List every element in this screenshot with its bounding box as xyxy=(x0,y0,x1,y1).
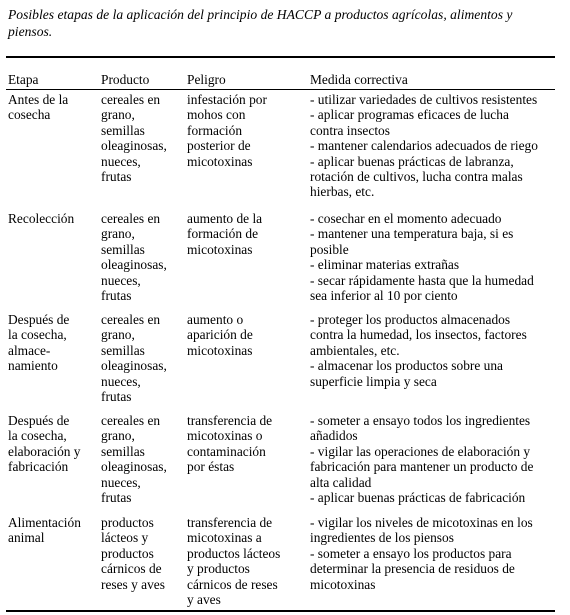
cell-line: sea inferior al 10 por ciento xyxy=(310,288,458,304)
cell-line: - mantener calendarios adecuados de riego xyxy=(310,138,538,154)
cell-line: frutas xyxy=(101,169,132,185)
cell-line: nueces, xyxy=(101,272,141,288)
cell-line: cereales en xyxy=(101,92,161,107)
cell-line: determinar la presencia de residuos de xyxy=(310,561,515,577)
cell-line: micotoxinas xyxy=(187,153,253,169)
cell-line: hierbas, etc. xyxy=(310,184,375,200)
cell-line: por éstas xyxy=(187,459,235,475)
cell-line: productos lácteos xyxy=(187,545,281,561)
cell-line: - mantener una temperatura baja, si es xyxy=(310,226,514,242)
cell-line: fabricación para mantener un producto de xyxy=(310,459,534,475)
cell-line: micotoxinas o xyxy=(187,428,263,444)
cell-medida xyxy=(310,312,527,389)
cell-line: - someter a ensayo los productos para xyxy=(310,545,512,561)
cell-line: aumento o xyxy=(187,312,244,327)
cell-line: cereales en xyxy=(101,413,161,428)
cell-line: Después de xyxy=(8,312,70,327)
cell-line: grano, xyxy=(101,428,135,444)
cell-line: lácteos y xyxy=(101,530,149,546)
cell-line: - secar rápidamente hasta que la humedad xyxy=(310,272,534,288)
cell-line: micotoxinas xyxy=(310,576,376,592)
cell-line: micotoxinas a xyxy=(187,530,262,546)
cell-line: Antes de la xyxy=(8,92,69,107)
cell-line: - aplicar buenas prácticas de fabricación xyxy=(310,490,526,506)
cell-line: frutas xyxy=(101,389,132,405)
cell-line: almace- xyxy=(8,342,51,358)
cell-medida xyxy=(310,515,533,592)
cell-etapa xyxy=(8,312,69,374)
cell-line: aumento de la xyxy=(187,211,263,226)
cell-line: - vigilar las operaciones de elaboración y xyxy=(310,443,531,459)
cell-line: formación xyxy=(187,122,243,138)
cell-line: - almacenar los productos sobre una xyxy=(310,358,503,374)
cell-line: la cosecha, xyxy=(8,428,67,444)
cell-line: transferencia de xyxy=(187,515,273,530)
cell-line: semillas xyxy=(101,342,145,358)
cell-line: cereales en xyxy=(101,211,161,226)
cell-line: namiento xyxy=(8,358,58,374)
table-caption: Posibles etapas de la aplicación del principio de HACCP a productos agrícolas, alimentos y piensos. xyxy=(8,7,513,39)
cell-line: elaboración y xyxy=(8,443,81,459)
cell-line: - aplicar programas eficaces de lucha xyxy=(310,107,509,123)
cell-line: transferencia de xyxy=(187,413,273,428)
cell-line: posterior de xyxy=(187,138,251,154)
cell-peligro xyxy=(187,413,272,475)
header-producto: Producto xyxy=(101,72,150,87)
cell-line: fabricación xyxy=(8,459,69,475)
cell-line: posible xyxy=(310,241,349,257)
cell-line: micotoxinas xyxy=(187,342,253,358)
table-bottom-rule xyxy=(6,610,555,612)
cell-line: oleaginosas, xyxy=(101,138,167,154)
cell-medida xyxy=(310,92,538,200)
cell-peligro xyxy=(187,312,253,358)
header-etapa: Etapa xyxy=(8,72,39,87)
cell-etapa xyxy=(8,413,81,475)
cell-medida xyxy=(310,211,534,303)
cell-line: contra insectos xyxy=(310,122,390,138)
cell-line: - someter a ensayo todos los ingredientes xyxy=(310,413,531,428)
cell-line: oleaginosas, xyxy=(101,459,167,475)
cell-line: reses y aves xyxy=(101,576,165,592)
cell-line: cosecha xyxy=(8,107,51,123)
cell-line: - aplicar buenas prácticas de labranza, xyxy=(310,153,514,169)
cell-line: grano, xyxy=(101,107,135,123)
cell-line: oleaginosas, xyxy=(101,257,167,273)
cell-etapa xyxy=(8,515,81,546)
cell-line: rotación de cultivos, lucha contra malas xyxy=(310,169,523,185)
cell-line: ingredientes de los piensos xyxy=(310,530,454,546)
cell-line: semillas xyxy=(101,122,145,138)
cell-line: y aves xyxy=(187,592,221,608)
cell-line: la cosecha, xyxy=(8,327,67,343)
cell-line: frutas xyxy=(101,490,132,506)
cell-line: nueces, xyxy=(101,153,141,169)
cell-line: cereales en xyxy=(101,312,161,327)
cell-line: - proteger los productos almacenados xyxy=(310,312,511,327)
cell-peligro xyxy=(187,515,280,607)
cell-producto xyxy=(101,413,167,505)
header-rule xyxy=(6,89,555,90)
cell-line: - eliminar materias extrañas xyxy=(310,257,460,273)
cell-line: frutas xyxy=(101,288,132,304)
cell-line: productos xyxy=(101,515,154,530)
cell-line: micotoxinas xyxy=(187,241,253,257)
cell-line: aparición de xyxy=(187,327,253,343)
cell-peligro xyxy=(187,211,262,257)
cell-producto xyxy=(101,515,165,592)
cell-line: grano, xyxy=(101,226,135,242)
cell-line: añadidos xyxy=(310,428,358,444)
cell-line: - utilizar variedades de cultivos resistentes xyxy=(310,92,538,107)
cell-line: animal xyxy=(8,530,45,546)
cell-line: grano, xyxy=(101,327,135,343)
cell-producto xyxy=(101,92,167,184)
cell-line: mohos con xyxy=(187,107,246,123)
header-peligro: Peligro xyxy=(187,72,226,87)
cell-line: cárnicos de xyxy=(101,561,162,577)
cell-line: semillas xyxy=(101,443,145,459)
cell-line: contra la humedad, los insectos, factores xyxy=(310,327,527,343)
cell-line: Después de xyxy=(8,413,70,428)
cell-line: ambientales, etc. xyxy=(310,342,400,358)
header-medida-correctiva: Medida correctiva xyxy=(310,72,408,87)
cell-line: formación de xyxy=(187,226,259,242)
cell-line: contaminación xyxy=(187,443,266,459)
cell-producto xyxy=(101,211,167,303)
cell-line: - vigilar los niveles de micotoxinas en los xyxy=(310,515,533,530)
table-top-rule xyxy=(6,56,555,58)
cell-line: nueces, xyxy=(101,474,141,490)
cell-etapa xyxy=(8,211,74,226)
cell-line: superficie limpia y seca xyxy=(310,373,437,389)
cell-medida xyxy=(310,413,533,505)
cell-line: cárnicos de reses xyxy=(187,576,278,592)
cell-line: infestación por xyxy=(187,92,267,107)
cell-line: y productos xyxy=(187,561,250,577)
cell-line: oleaginosas, xyxy=(101,358,167,374)
cell-line: - cosechar en el momento adecuado xyxy=(310,211,502,226)
cell-line: nueces, xyxy=(101,373,141,389)
cell-line: Alimentación xyxy=(8,515,81,530)
cell-line: Recolección xyxy=(8,211,75,226)
cell-line: productos xyxy=(101,545,154,561)
cell-etapa xyxy=(8,92,68,123)
cell-producto xyxy=(101,312,167,404)
cell-line: semillas xyxy=(101,241,145,257)
cell-peligro xyxy=(187,92,267,169)
cell-line: alta calidad xyxy=(310,474,372,490)
